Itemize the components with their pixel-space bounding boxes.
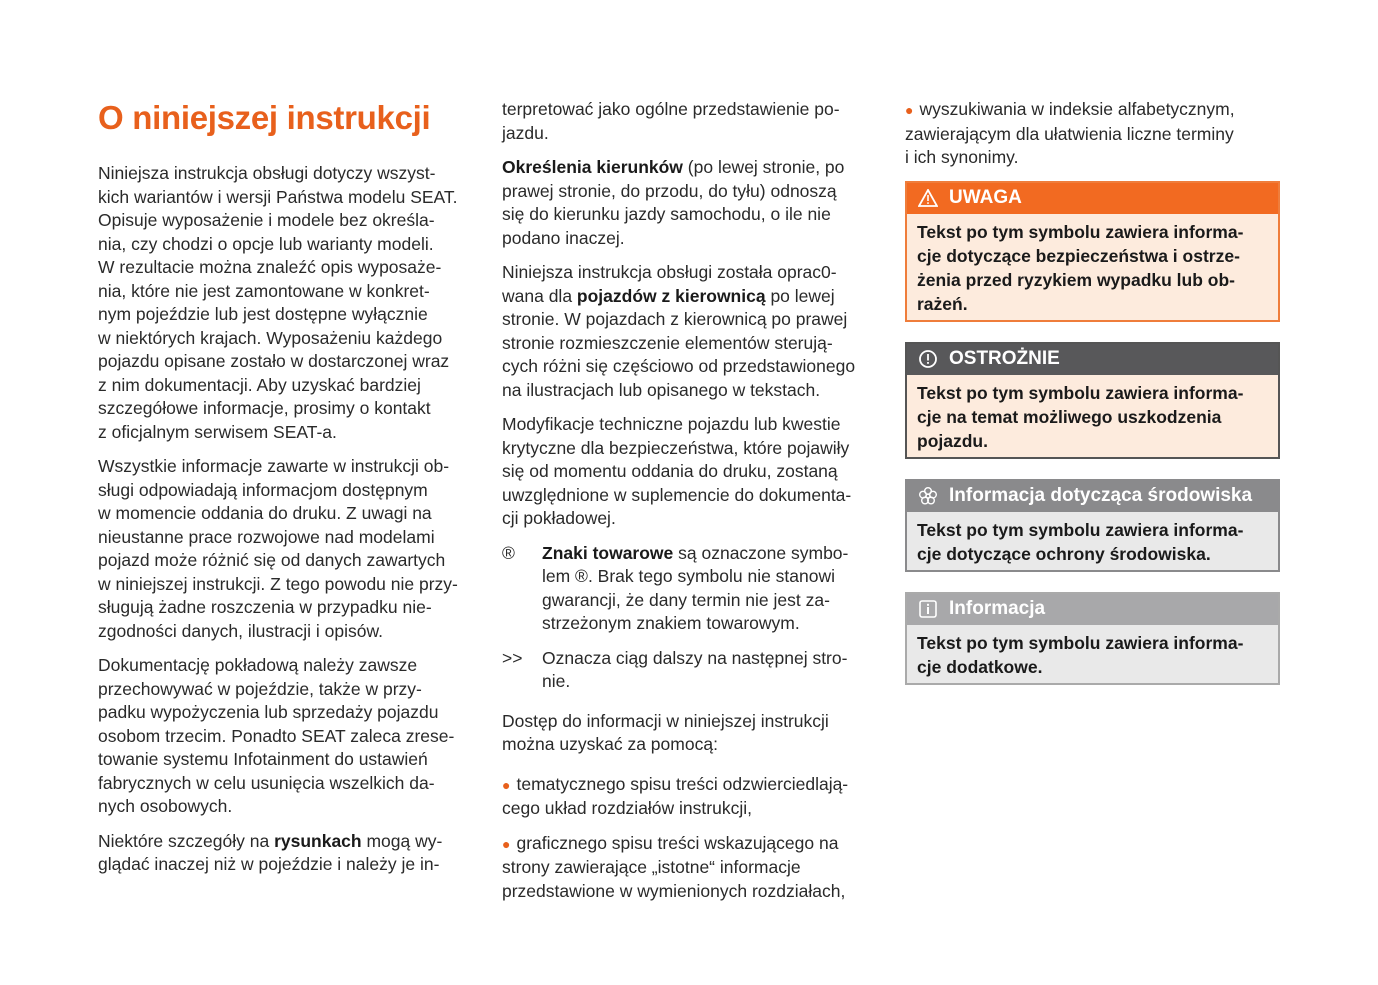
notice-box [905,479,1280,572]
text-line: stronie. W pojazdach z kierownicą po prawej [502,309,848,329]
notice-box [905,592,1280,685]
bullet-text [502,832,882,904]
notice-body [907,214,1278,320]
notice-header [907,594,1278,625]
notice-header [907,481,1278,512]
symbol-item [502,647,882,694]
paragraph [98,455,478,643]
text-line: podano inaczej. [502,227,625,248]
text-line: Dokumentację pokładową należy zawsze [98,655,418,675]
column-3 [905,98,1280,705]
text-line: cje dodatkowe. [917,656,1043,677]
text-line: uwzględnione w suplemencie do dokumenta- [502,484,852,505]
text-line: ● graficznego spisu treści wskazującego na [502,832,839,853]
column-2 [502,98,882,914]
notice-header [907,183,1278,214]
text-line: strzeżonym znakiem towarowym. [542,613,800,633]
notice-title: Informacja [949,598,1046,619]
text-line: Tekst po tym symbolu zawiera informa- [917,632,1244,653]
text-line: nym pojeździe lub jest dostępne wyłącznie [98,304,428,324]
text-fragment: (po lewej stronie, po [682,157,845,177]
warning-triangle-icon [917,189,939,207]
text-line: Tekst po tym symbolu zawiera informa- [917,519,1244,540]
text-line: na ilustracjach lub opisanego w tekstach. [502,379,821,400]
bold-term: pojazdów z kierownicą [576,285,766,306]
text-line: gwarancji, że dany termin nie jest za- [542,589,830,610]
symbol-item [502,542,882,636]
exclamation-circle-icon [917,349,939,369]
column-1 [98,98,478,888]
text-line: się do kierunku jazdy samochodu, o ile nie [502,204,831,224]
bold-term: rysunkach [274,830,362,851]
text-line: Modyfikacje techniczne pojazdu lub kwestie [502,414,841,434]
text-line: szczegółowe informacje, prosimy o kontakt [98,398,431,418]
text-line: W rezultacie można znaleźć opis wyposaże- [98,257,442,277]
text-line: padku wypożyczenia lub sprzedaży pojazdu [98,702,439,722]
notice-title: OSTROŻNIE [949,348,1060,369]
text-line: prawej stronie, do przodu, do tyłu) odnoszą [502,180,837,201]
text-line: ● tematycznego spisu treści odzwierciedlają- [502,773,849,794]
continuation-arrows-icon: >> [502,647,523,668]
registered-trademark-icon: ® [502,542,515,563]
paragraph [502,98,882,145]
text-line [502,285,882,309]
text-line: nia, czy chodzi o opcje lub warianty modeli. [98,233,434,254]
page-title: O niniejszej instrukcji [98,99,431,136]
bullet-dot-icon: ● [502,776,511,793]
symbol-description [542,647,847,694]
text-line: sługi odpowiadają informacjom dostępnym [98,479,428,500]
notice-title: UWAGA [949,187,1022,208]
text-line: zgodności danych, ilustracji i opisów. [98,620,384,641]
notice-header [907,344,1278,375]
notice-boxes [905,181,1280,685]
paragraph [98,830,478,877]
notice-title: Informacja dotycząca środowiska [949,485,1253,506]
paragraph [98,654,478,819]
text-line: ● wyszukiwania w indeksie alfabetycznym, [905,99,1235,119]
text-line [98,830,478,854]
text-line: żenia przed ryzykiem wypadku lub ob- [917,269,1235,290]
text-line: Niniejsza instrukcja obsługi została oprac0- [502,262,837,282]
text-line: pojazd może różnić się od danych zawartych [98,550,446,570]
text-line: lem ®. Brak tego symbolu nie stanowi [542,566,836,586]
text-line: cje dotyczące bezpieczeństwa i ostrze- [917,245,1240,266]
text-line: strony zawierające „istotne“ informacje [502,857,801,877]
bullet-text [502,773,882,821]
notice-box [905,181,1280,322]
text-line: z oficjalnym serwisem SEAT-a. [98,421,337,442]
notice-box [905,342,1280,459]
text-line: osobom trzecim. Ponadto SEAT zaleca zrese- [98,725,455,746]
text-line: nie. [542,671,571,691]
text-line: cych różni się częściowo od przedstawionego [502,356,856,376]
text-line: w momencie oddania do druku. Z uwagi na [98,503,432,523]
notice-body [907,375,1278,457]
text-line: w niniejszej instrukcji. Z tego powodu nie przy- [98,573,458,594]
text-line: i ich synonimy. [905,147,1019,167]
bullet-list-continued [905,98,1280,170]
access-intro [502,710,882,757]
bullet-dot-icon: ● [502,835,511,852]
bullet-item [905,98,1280,170]
notice-body [907,625,1278,683]
bullet-text [905,98,1280,170]
text-line: terpretować jako ogólne przedstawienie po- [502,99,840,119]
text-line: zawierającym dla ułatwienia liczne terminy [905,123,1234,144]
text-line: rażeń. [917,293,968,314]
text-line: sługują żadne roszczenia w przypadku nie- [98,597,432,617]
text-line: pojazdu opisane zostało w dostarczonej wraz [98,351,450,371]
text-line: nych osobowych. [98,796,233,816]
symbol-list [502,542,882,694]
text-line: kich wariantów i wersji Państwa modelu SEAT. [98,186,458,207]
text-line: w niektórych krajach. Wyposażeniu każdego [98,327,443,348]
text-fragment: mogą wy- [361,830,443,851]
paragraph [502,156,882,250]
bold-term: Określenia kierunków [502,157,683,177]
text-line: się od momentu oddania do druku, zostaną [502,461,838,481]
text-line: Wszystkie informacje zawarte w instrukcji ob- [98,456,450,476]
paragraph [502,261,882,402]
info-square-icon [917,600,939,618]
flower-icon [917,486,939,506]
text-line: cje na temat możliwego uszkodzenia [917,406,1222,427]
paragraph [98,162,478,444]
text-line: jazdu. [502,122,549,143]
bullet-item [502,832,882,904]
text-line: Niniejsza instrukcja obsługi dotyczy wszyst- [98,163,436,183]
text-fragment: po lewej [765,285,835,306]
text-line: nieustanne prace rozwojowe nad modelami [98,526,435,547]
bullet-dot-icon: ● [905,102,914,118]
text-line: przechowywać w pojeździe, także w przy- [98,678,422,699]
text-line: nia, które nie jest zamontowane w konkret- [98,280,430,301]
text-fragment: Niektóre szczegóły na [98,830,275,851]
text-line: cji pokładowej. [502,508,616,528]
text-line: Opisuje wyposażenie i modele bez określa- [98,210,435,230]
notice-body [907,512,1278,570]
text-line: cje dotyczące ochrony środowiska. [917,543,1211,564]
text-fragment: wana dla [502,285,577,306]
text-fragment: są oznaczone symbo- [673,542,849,563]
text-line: przedstawione w wymienionych rozdziałach, [502,880,846,901]
bullet-list [502,773,882,904]
text-line: glądać inaczej niż w pojeździe i należy je in- [98,854,440,874]
text-line: można uzyskać za pomocą: [502,734,718,754]
bullet-item [502,773,882,821]
text-line: Dostęp do informacji w niniejszej instrukcji [502,710,829,731]
text-line: Tekst po tym symbolu zawiera informa- [917,382,1244,403]
text-line: pojazdu. [917,430,988,451]
text-line: cego układ rozdziałów instrukcji, [502,798,752,818]
text-line: stronie rozmieszczenie elementów sterują- [502,332,833,353]
text-line: krytyczne dla bezpieczeństwa, które pojawiły [502,437,850,458]
text-line [542,542,848,566]
text-line [502,156,882,180]
text-line: Oznacza ciąg dalszy na następnej stro- [542,647,848,668]
text-line: z nim dokumentacji. Aby uzyskać bardziej [98,374,421,395]
paragraph [502,413,882,531]
text-line: fabrycznych w celu usunięcia wszelkich da- [98,772,435,793]
symbol-description [542,542,848,636]
text-line: towanie systemu Infotainment do ustawień [98,749,428,769]
bold-term: Znaki towarowe [542,542,674,563]
text-line: Tekst po tym symbolu zawiera informa- [917,221,1244,242]
